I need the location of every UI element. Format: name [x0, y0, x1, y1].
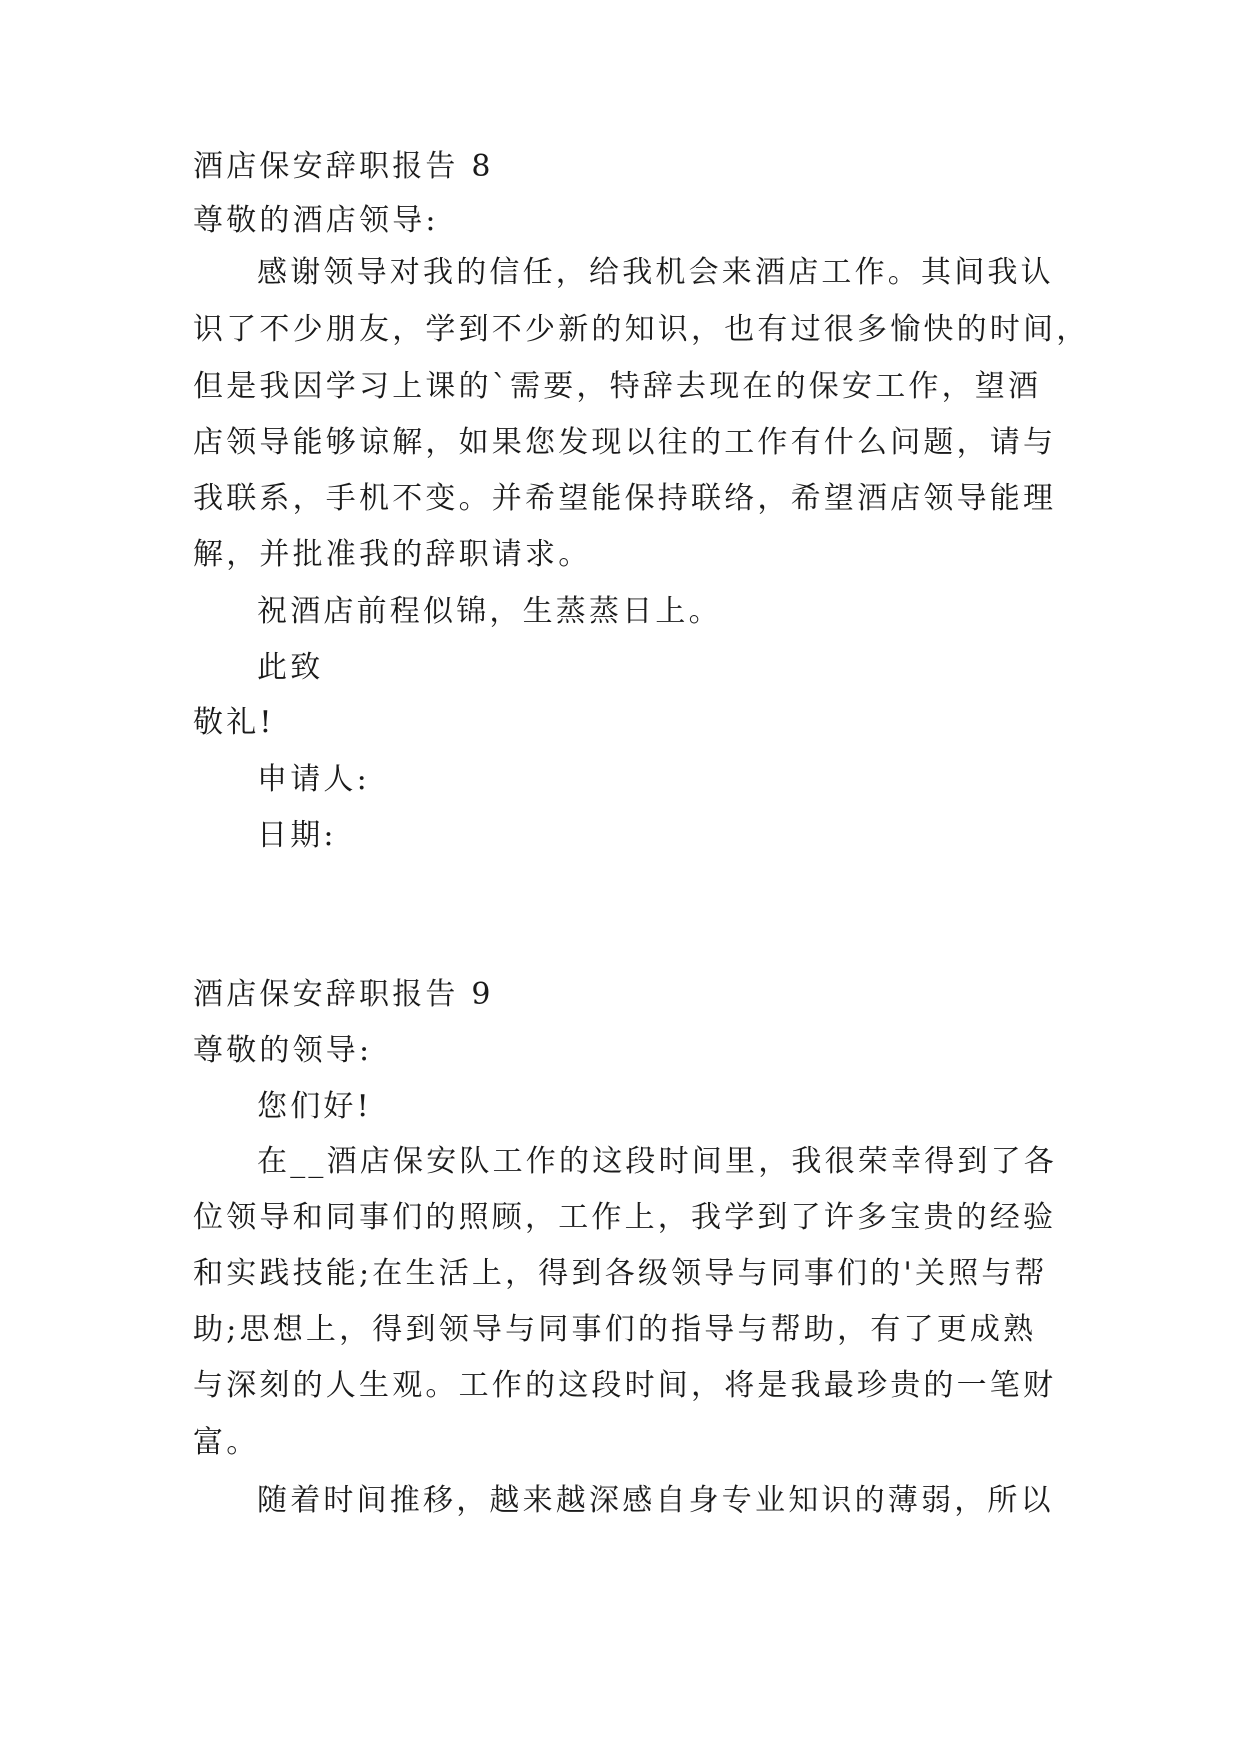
greeting: 您们好! [257, 1089, 372, 1124]
section-title: 酒店保安辞职报告 9 [193, 977, 494, 1012]
paragraph-line: 富。 [193, 1425, 260, 1460]
paragraph-line: 我联系，手机不变。并希望能保持联络，希望酒店领导能理 [193, 481, 1057, 516]
paragraph-line: 解，并批准我的辞职请求。 [193, 537, 592, 572]
date-label: 日期: [257, 818, 337, 853]
applicant-label: 申请人: [257, 762, 370, 797]
paragraph-line: 感谢领导对我的信任，给我机会来酒店工作。其间我认 [257, 255, 1054, 290]
paragraph-line: 识了不少朋友，学到不少新的知识，也有过很多愉快的时间， [193, 312, 1090, 347]
closing-salute: 敬礼! [193, 705, 275, 740]
paragraph-line: 店领导能够谅解，如果您发现以往的工作有什么问题，请与 [193, 425, 1057, 460]
wish-line: 祝酒店前程似锦，生蒸蒸日上。 [257, 594, 722, 629]
salutation: 尊敬的领导: [193, 1033, 373, 1068]
paragraph-line: 但是我因学习上课的`需要，特辞去现在的保安工作，望酒 [193, 369, 1042, 404]
paragraph-line: 和实践技能;在生活上，得到各级领导与同事们的'关照与帮 [193, 1256, 1048, 1291]
paragraph-line: 随着时间推移，越来越深感自身专业知识的薄弱，所以 [257, 1483, 1054, 1518]
paragraph-line: 在__酒店保安队工作的这段时间里，我很荣幸得到了各 [257, 1144, 1057, 1179]
paragraph-line: 位领导和同事们的照顾，工作上，我学到了许多宝贵的经验 [193, 1200, 1057, 1235]
paragraph-line: 与深刻的人生观。工作的这段时间，将是我最珍贵的一笔财 [193, 1368, 1057, 1403]
section-title: 酒店保安辞职报告 8 [193, 149, 494, 184]
closing-line: 此致 [257, 650, 324, 685]
salutation: 尊敬的酒店领导: [193, 203, 439, 238]
paragraph-line: 助;思想上，得到领导与同事们的指导与帮助，有了更成熟 [193, 1312, 1037, 1347]
